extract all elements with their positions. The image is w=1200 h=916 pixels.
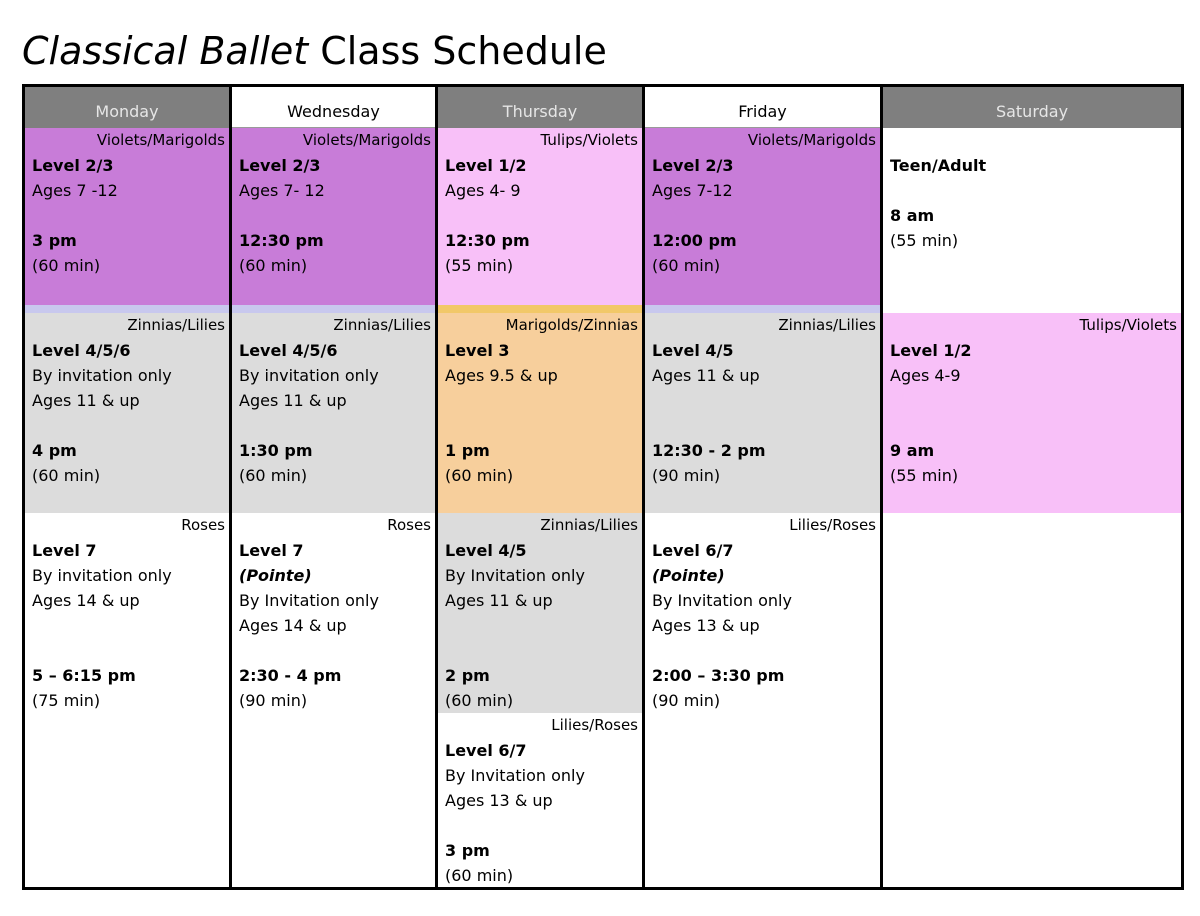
class-group: Violets/Marigolds: [96, 131, 225, 149]
class-cell: [883, 128, 1181, 313]
class-ages: Ages 11 & up: [32, 391, 140, 410]
class-duration: (60 min): [652, 256, 721, 275]
class-sublevel: (Pointe): [239, 566, 312, 585]
class-group: Violets/Marigolds: [302, 131, 431, 149]
class-group: Zinnias/Lilies: [778, 316, 876, 334]
class-note: By invitation only: [239, 366, 379, 385]
class-ages: Ages 9.5 & up: [445, 366, 558, 385]
class-time: 12:30 - 2 pm: [652, 441, 766, 460]
class-level: Level 7: [32, 541, 97, 560]
class-group: Roses: [181, 516, 225, 534]
class-group: Zinnias/Lilies: [540, 516, 638, 534]
day-header-monday: Monday: [25, 87, 229, 128]
class-cell: [25, 313, 229, 513]
class-duration: (60 min): [239, 466, 308, 485]
class-time: 1:30 pm: [239, 441, 313, 460]
class-time: 2:30 - 4 pm: [239, 666, 342, 685]
row-separator: [438, 305, 642, 313]
class-level: Level 4/5/6: [32, 341, 131, 360]
page-title: [22, 26, 607, 76]
class-duration: (60 min): [32, 256, 101, 275]
class-group: Tulips/Violets: [1079, 316, 1177, 334]
row-separator: [232, 305, 435, 313]
class-duration: (75 min): [32, 691, 101, 710]
class-duration: (60 min): [239, 256, 308, 275]
class-group: Roses: [387, 516, 431, 534]
class-time: 12:30 pm: [239, 231, 324, 250]
class-ages: Ages 14 & up: [239, 616, 347, 635]
class-cell: [645, 513, 880, 887]
class-ages: Ages 11 & up: [239, 391, 347, 410]
class-level: Level 6/7: [652, 541, 734, 560]
row-separator: [25, 305, 229, 313]
class-time: 8 am: [890, 206, 935, 225]
class-level: Level 4/5/6: [239, 341, 338, 360]
class-note: By Invitation only: [445, 766, 585, 785]
class-time: 2 pm: [445, 666, 490, 685]
class-group: Lilies/Roses: [551, 716, 638, 734]
class-ages: Ages 13 & up: [652, 616, 760, 635]
class-group: Lilies/Roses: [789, 516, 876, 534]
class-ages: Ages 4-9: [890, 366, 961, 385]
class-cell: [645, 313, 880, 513]
class-duration: (55 min): [890, 231, 959, 250]
class-time: 5 – 6:15 pm: [32, 666, 136, 685]
friday-column: [645, 87, 880, 887]
class-level: Level 2/3: [32, 156, 114, 175]
class-time: 2:00 – 3:30 pm: [652, 666, 785, 685]
class-cell: [438, 513, 642, 713]
class-cell: [438, 713, 642, 887]
class-level: Level 6/7: [445, 741, 527, 760]
class-time: 4 pm: [32, 441, 77, 460]
day-header-saturday: Saturday: [883, 87, 1181, 128]
class-group: Tulips/Violets: [540, 131, 638, 149]
class-ages: Ages 11 & up: [445, 591, 553, 610]
class-cell: [438, 313, 642, 513]
class-level: Level 4/5: [652, 341, 734, 360]
class-duration: (60 min): [445, 866, 514, 885]
class-time: 1 pm: [445, 441, 490, 460]
class-level: Level 2/3: [239, 156, 321, 175]
class-time: 9 am: [890, 441, 935, 460]
class-ages: Ages 13 & up: [445, 791, 553, 810]
class-duration: (90 min): [652, 691, 721, 710]
class-time: 12:00 pm: [652, 231, 737, 250]
class-ages: Ages 4- 9: [445, 181, 521, 200]
class-cell: [25, 513, 229, 887]
monday-column: [25, 87, 229, 887]
class-duration: (90 min): [652, 466, 721, 485]
class-group: Marigolds/Zinnias: [505, 316, 638, 334]
class-cell: [232, 128, 435, 305]
class-duration: (60 min): [32, 466, 101, 485]
class-note: By Invitation only: [652, 591, 792, 610]
class-cell: [232, 313, 435, 513]
title-italic-part: Classical Ballet: [22, 29, 309, 73]
thursday-column: [438, 87, 642, 887]
class-cell: [232, 513, 435, 887]
class-cell: [438, 128, 642, 305]
class-note: By invitation only: [32, 566, 172, 585]
row-separator: [645, 305, 880, 313]
class-level: Level 2/3: [652, 156, 734, 175]
class-group: Violets/Marigolds: [747, 131, 876, 149]
class-ages: Ages 7-12: [652, 181, 733, 200]
wednesday-column: [232, 87, 435, 887]
class-time: 3 pm: [445, 841, 490, 860]
class-duration: (55 min): [890, 466, 959, 485]
class-level: Level 4/5: [445, 541, 527, 560]
class-level: Level 1/2: [890, 341, 972, 360]
empty-cell: [883, 513, 1181, 887]
class-ages: Ages 14 & up: [32, 591, 140, 610]
class-ages: Ages 7- 12: [239, 181, 325, 200]
class-duration: (60 min): [445, 691, 514, 710]
day-header-friday: Friday: [645, 87, 880, 128]
class-ages: Ages 7 -12: [32, 181, 118, 200]
class-time: 3 pm: [32, 231, 77, 250]
class-cell: [25, 128, 229, 305]
class-cell: [645, 128, 880, 305]
class-time: 12:30 pm: [445, 231, 530, 250]
class-group: Zinnias/Lilies: [127, 316, 225, 334]
schedule-table: [22, 84, 1184, 890]
class-duration: (60 min): [445, 466, 514, 485]
class-group: Zinnias/Lilies: [333, 316, 431, 334]
day-header-wednesday: Wednesday: [232, 87, 435, 128]
class-level: Level 3: [445, 341, 510, 360]
saturday-column: [883, 87, 1181, 887]
class-cell: [883, 313, 1181, 513]
class-note: By Invitation only: [445, 566, 585, 585]
class-level: Level 7: [239, 541, 304, 560]
title-plain-part: Class Schedule: [320, 29, 607, 73]
class-duration: (90 min): [239, 691, 308, 710]
day-header-thursday: Thursday: [438, 87, 642, 128]
class-duration: (55 min): [445, 256, 514, 275]
class-level: Level 1/2: [445, 156, 527, 175]
class-sublevel: (Pointe): [652, 566, 725, 585]
class-ages: Ages 11 & up: [652, 366, 760, 385]
class-note: By Invitation only: [239, 591, 379, 610]
class-note: By invitation only: [32, 366, 172, 385]
class-level: Teen/Adult: [890, 156, 987, 175]
